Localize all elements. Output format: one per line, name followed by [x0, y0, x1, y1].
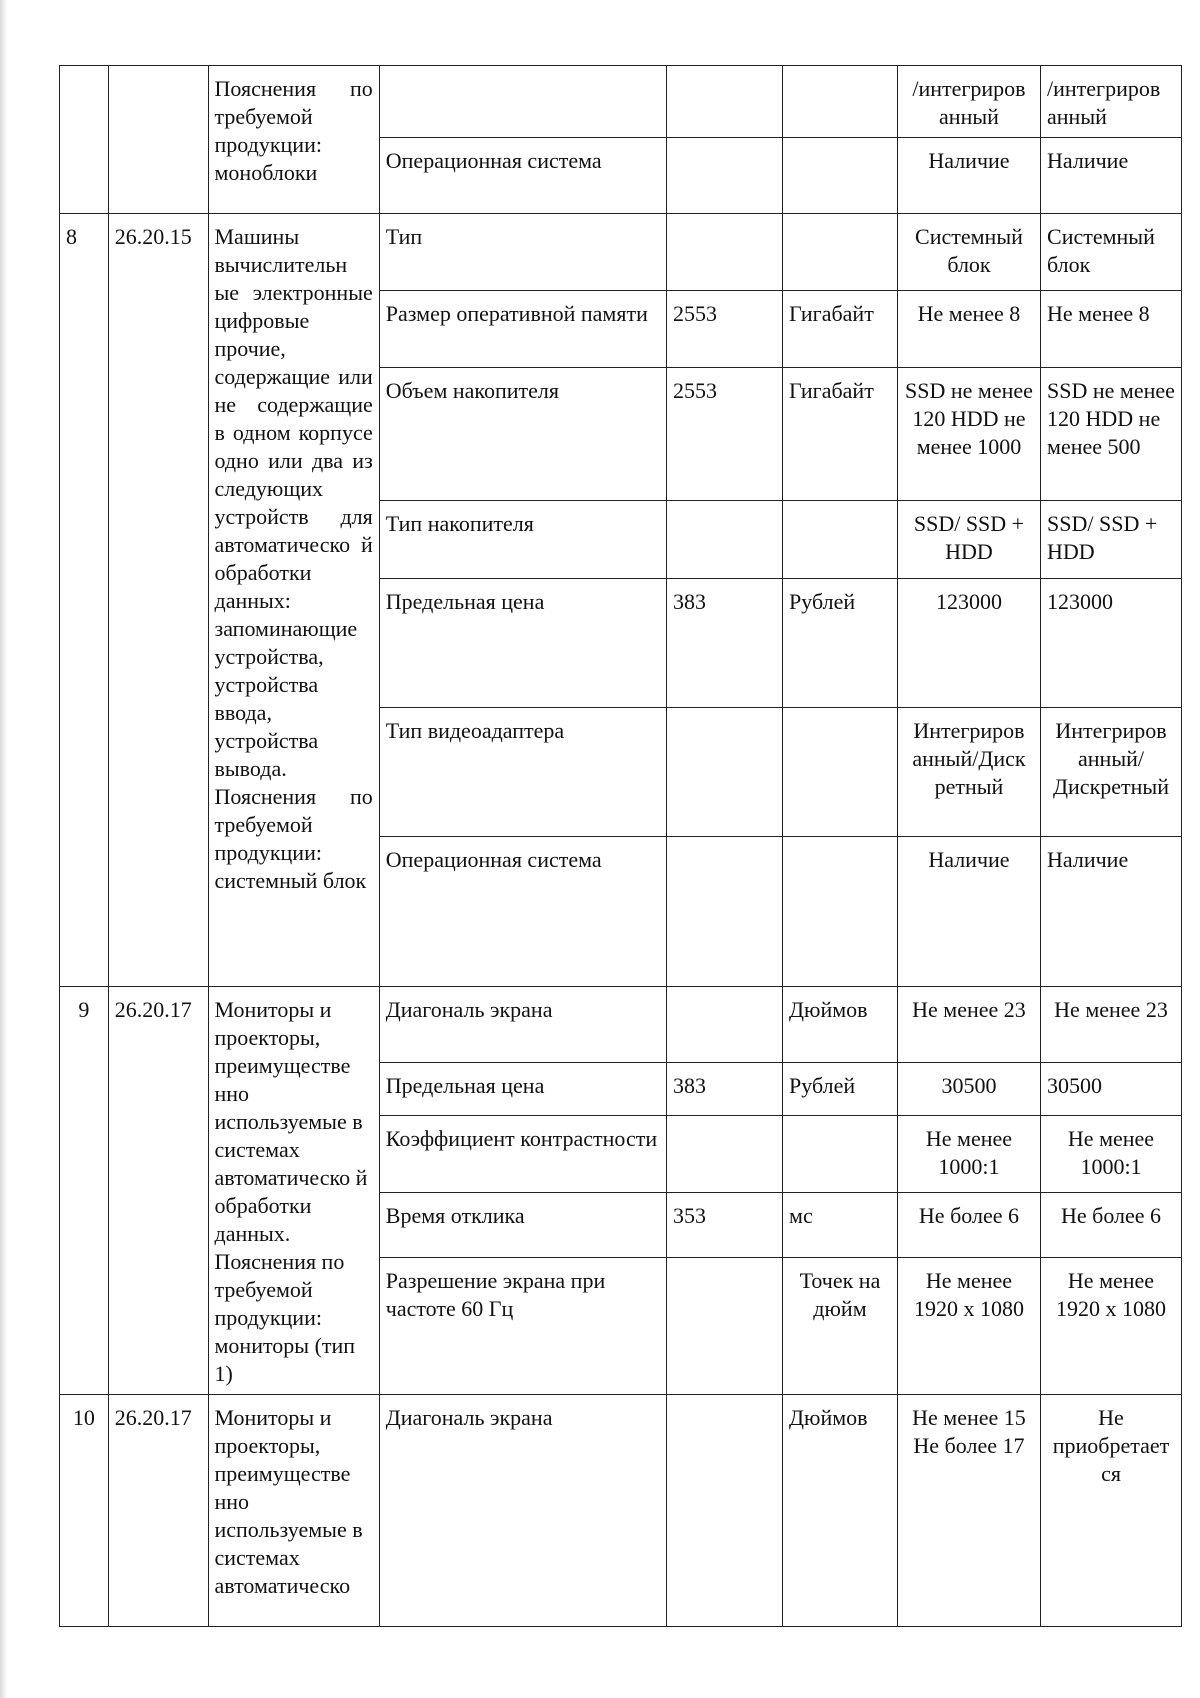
okpd-code: 26.20.17	[108, 1395, 208, 1627]
okpd-code	[108, 66, 208, 214]
value-b: Наличие	[1041, 138, 1182, 214]
characteristic-name: Предельная цена	[379, 579, 666, 708]
value-b: 123000	[1041, 579, 1182, 708]
okei-code	[667, 987, 783, 1063]
value-a: SSD/ SSD + HDD	[897, 501, 1040, 579]
okei-code: 2553	[667, 291, 783, 368]
scan-edge	[0, 0, 8, 1698]
value-b: Не менее 23	[1041, 987, 1182, 1063]
characteristic-name: Объем накопителя	[379, 368, 666, 501]
value-a: Интегриров анный/Диск ретный	[897, 708, 1040, 837]
value-a: Не менее 15 Не более 17	[897, 1395, 1040, 1627]
okei-code: 383	[667, 1063, 783, 1116]
value-b: Интегриров анный/ Дискретный	[1041, 708, 1182, 837]
unit-name: мс	[783, 1193, 898, 1257]
characteristic-name: Размер оперативной памяти	[379, 291, 666, 368]
value-a: Не менее 23	[897, 987, 1040, 1063]
value-b: Не менее 1000:1	[1041, 1116, 1182, 1193]
value-a: Не менее 1000:1	[897, 1116, 1040, 1193]
value-a: SSD не менее 120 HDD не менее 1000	[897, 368, 1040, 501]
value-a: Наличие	[897, 837, 1040, 987]
value-b: 30500	[1041, 1063, 1182, 1116]
value-a: 30500	[897, 1063, 1040, 1116]
characteristic-name: Операционная система	[379, 837, 666, 987]
okei-code	[667, 1257, 783, 1394]
item-number	[60, 66, 109, 214]
specifications-table	[59, 65, 1182, 1627]
okei-code: 383	[667, 579, 783, 708]
okpd-code: 26.20.17	[108, 987, 208, 1395]
okei-code	[667, 138, 783, 214]
value-b: Не менее 8	[1041, 291, 1182, 368]
okei-code	[667, 1116, 783, 1193]
unit-name	[783, 1116, 898, 1193]
characteristic-name: Разрешение экрана при частоте 60 Гц	[379, 1257, 666, 1394]
okei-code	[667, 1395, 783, 1627]
item-number: 9	[60, 987, 109, 1395]
characteristic-name: Операционная система	[379, 138, 666, 214]
unit-name: Гигабайт	[783, 368, 898, 501]
unit-name: Точек на дюйм	[783, 1257, 898, 1394]
item-number: 8	[60, 214, 109, 987]
value-a: Не менее 8	[897, 291, 1040, 368]
unit-name	[783, 138, 898, 214]
value-a: Наличие	[897, 138, 1040, 214]
value-a: Не менее 1920 x 1080	[897, 1257, 1040, 1394]
product-name: Мониторы и проекторы, преимуществе нно используемые в системах автоматическо	[208, 1395, 379, 1627]
unit-name	[783, 214, 898, 291]
okei-code: 2553	[667, 368, 783, 501]
okei-code	[667, 837, 783, 987]
value-a: Не более 6	[897, 1193, 1040, 1257]
okei-code	[667, 66, 783, 138]
product-name: Пояснения по требуемой продукции: моноблоки	[208, 66, 379, 214]
value-b: Наличие	[1041, 837, 1182, 987]
table-row	[60, 1395, 1182, 1627]
table-row	[60, 214, 1182, 291]
value-a: 123000	[897, 579, 1040, 708]
unit-name: Дюймов	[783, 987, 898, 1063]
characteristic-name: Предельная цена	[379, 1063, 666, 1116]
okpd-code: 26.20.15	[108, 214, 208, 987]
unit-name: Гигабайт	[783, 291, 898, 368]
unit-name: Рублей	[783, 579, 898, 708]
okei-code: 353	[667, 1193, 783, 1257]
characteristic-name: Тип видеоадаптера	[379, 708, 666, 837]
unit-name	[783, 501, 898, 579]
value-b: SSD/ SSD + HDD	[1041, 501, 1182, 579]
value-b: /интегриров анный	[1041, 66, 1182, 138]
characteristic-name: Тип накопителя	[379, 501, 666, 579]
characteristic-name: Диагональ экрана	[379, 1395, 666, 1627]
value-b: Не менее 1920 x 1080	[1041, 1257, 1182, 1394]
characteristic-name: Коэффициент контрастности	[379, 1116, 666, 1193]
characteristic-name: Время отклика	[379, 1193, 666, 1257]
unit-name	[783, 837, 898, 987]
unit-name: Дюймов	[783, 1395, 898, 1627]
value-b: Системный блок	[1041, 214, 1182, 291]
okei-code	[667, 214, 783, 291]
product-name: Машины вычислительн ые электронные цифровые прочие, содержащие или не содержащие в одном корпусе одно или два из следующих устройств для автоматическо й обработки данных: запоминающие устройства, устройства ввода, устройства вывода. Пояснения по требуемой продукции: системный блок	[208, 214, 379, 987]
unit-name: Рублей	[783, 1063, 898, 1116]
okei-code	[667, 501, 783, 579]
value-b: Не более 6	[1041, 1193, 1182, 1257]
item-number: 10	[60, 1395, 109, 1627]
unit-name	[783, 66, 898, 138]
value-b: SSD не менее 120 HDD не менее 500	[1041, 368, 1182, 501]
characteristic-name: Диагональ экрана	[379, 987, 666, 1063]
unit-name	[783, 708, 898, 837]
table-row	[60, 987, 1182, 1063]
value-b: Не приобретает ся	[1041, 1395, 1182, 1627]
table-row	[60, 66, 1182, 138]
value-a: Системный блок	[897, 214, 1040, 291]
product-name: Мониторы и проекторы, преимуществе нно используемые в системах автоматическо й обработки данных. Пояснения по требуемой продукции: мониторы (тип 1)	[208, 987, 379, 1395]
okei-code	[667, 708, 783, 837]
value-a: /интегриров анный	[897, 66, 1040, 138]
characteristic-name	[379, 66, 666, 138]
characteristic-name: Тип	[379, 214, 666, 291]
